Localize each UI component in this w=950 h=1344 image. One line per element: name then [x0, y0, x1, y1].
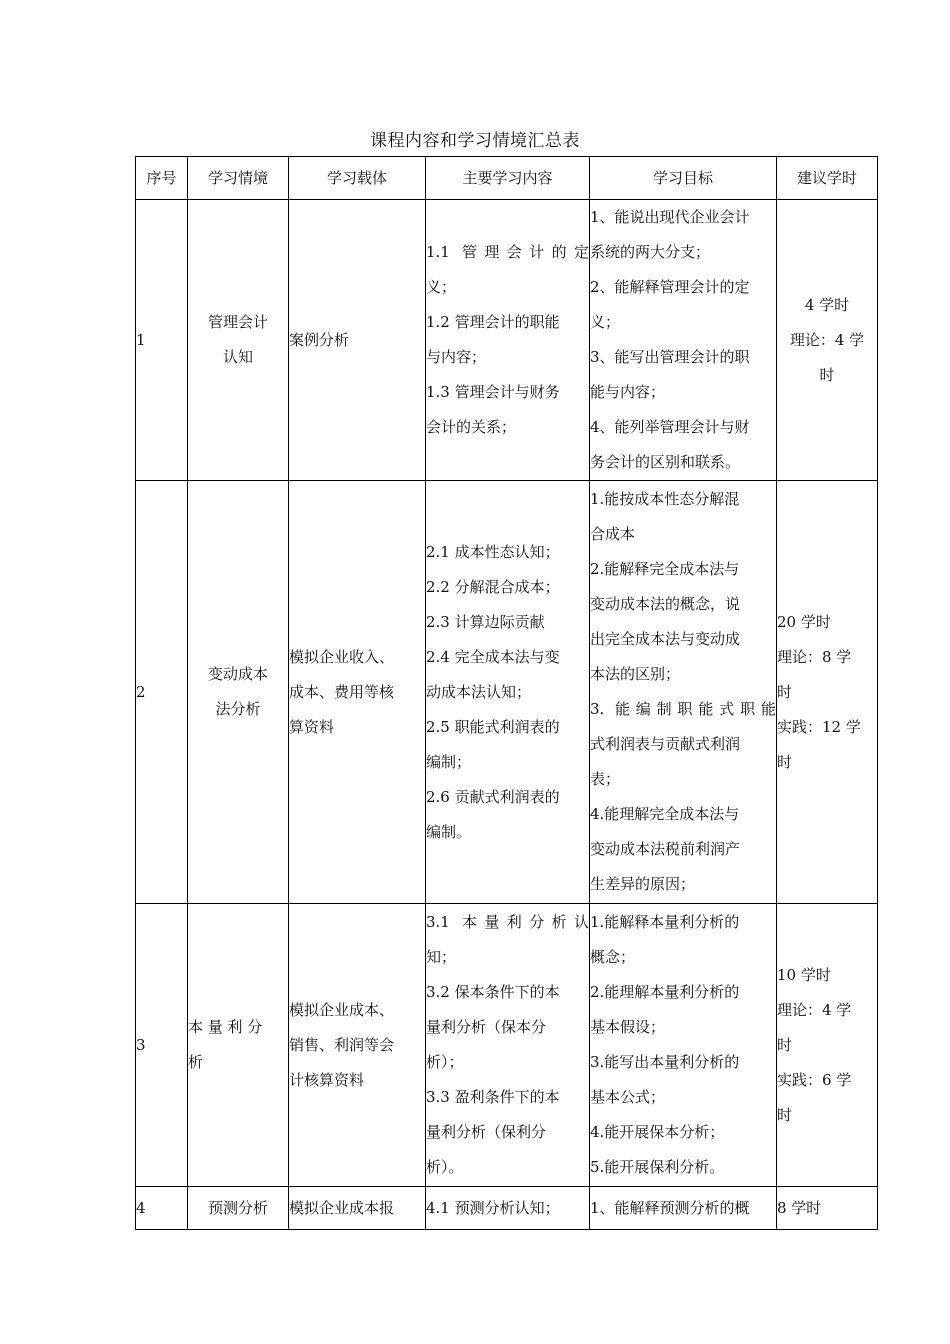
row-number: 4: [136, 1187, 188, 1230]
header-hours: 建议学时: [777, 157, 878, 200]
learning-objectives: 1.能按成本性态分解混 合成本 2.能解释完全成本法与 变动成本法的概念，说 出完全成本法与变动成 本法的区别； 3. 能编制职能式职能 式利润表与贡献式利润 表； 4.能理解完全成本法与 变动成本法税前利润产 生差异的原因；: [590, 481, 777, 904]
learning-carrier: 模拟企业收入、 成本、费用等核 算资料: [289, 481, 426, 904]
learning-situation: 管理会计 认知: [188, 200, 289, 481]
row-number: 1: [136, 200, 188, 481]
learning-situation: 本 量 利 分 析: [188, 904, 289, 1187]
main-content: 1.1 管理会计的定 义； 1.2 管理会计的职能 与内容； 1.3 管理会计与财务 会计的关系；: [426, 200, 590, 481]
header-row: [136, 157, 878, 200]
row-number: 2: [136, 481, 188, 904]
table-title: 课程内容和学习情境汇总表: [370, 131, 580, 151]
suggested-hours: 20 学时 理论：8 学 时 实践：12 学 时: [777, 481, 878, 904]
header-objectives: 学习目标: [590, 157, 777, 200]
learning-objectives: 1、能解释预测分析的概: [590, 1187, 777, 1230]
header-carrier: 学习载体: [289, 157, 426, 200]
header-content: 主要学习内容: [426, 157, 590, 200]
learning-objectives: 1、能说出现代企业会计 系统的两大分支； 2、能解释管理会计的定 义； 3、能写出管理会计的职 能与内容； 4、能列举管理会计与财 务会计的区别和联系。: [590, 200, 777, 481]
header-no: 序号: [136, 157, 188, 200]
table-row: [136, 904, 878, 1187]
row-number: 3: [136, 904, 188, 1187]
learning-situation: 预测分析: [188, 1187, 289, 1230]
main-content: 3.1 本量利分析认 知； 3.2 保本条件下的本 量利分析（保本分 析）； 3.3 盈利条件下的本 量利分析（保利分 析）。: [426, 904, 590, 1187]
main-content: 2.1 成本性态认知； 2.2 分解混合成本； 2.3 计算边际贡献 2.4 完全成本法与变 动成本法认知； 2.5 职能式利润表的 编制； 2.6 贡献式利润表的 编制。: [426, 481, 590, 904]
learning-carrier: 模拟企业成本报: [289, 1187, 426, 1230]
header-situation: 学习情境: [188, 157, 289, 200]
suggested-hours: 10 学时 理论：4 学 时 实践：6 学 时: [777, 904, 878, 1187]
table-row: [136, 481, 878, 904]
main-content: 4.1 预测分析认知；: [426, 1187, 590, 1230]
learning-situation: 变动成本 法分析: [188, 481, 289, 904]
suggested-hours: 4 学时 理论：4 学 时: [777, 200, 878, 481]
learning-objectives: 1.能解释本量利分析的 概念； 2.能理解本量利分析的 基本假设； 3.能写出本量利分析的 基本公式； 4.能开展保本分析； 5.能开展保利分析。: [590, 904, 777, 1187]
learning-carrier: 模拟企业成本、 销售、利润等会 计核算资料: [289, 904, 426, 1187]
course-summary-table: [135, 156, 878, 1230]
learning-carrier: 案例分析: [289, 200, 426, 481]
table-row: [136, 1187, 878, 1230]
table-row: [136, 200, 878, 481]
suggested-hours: 8 学时: [777, 1187, 878, 1230]
